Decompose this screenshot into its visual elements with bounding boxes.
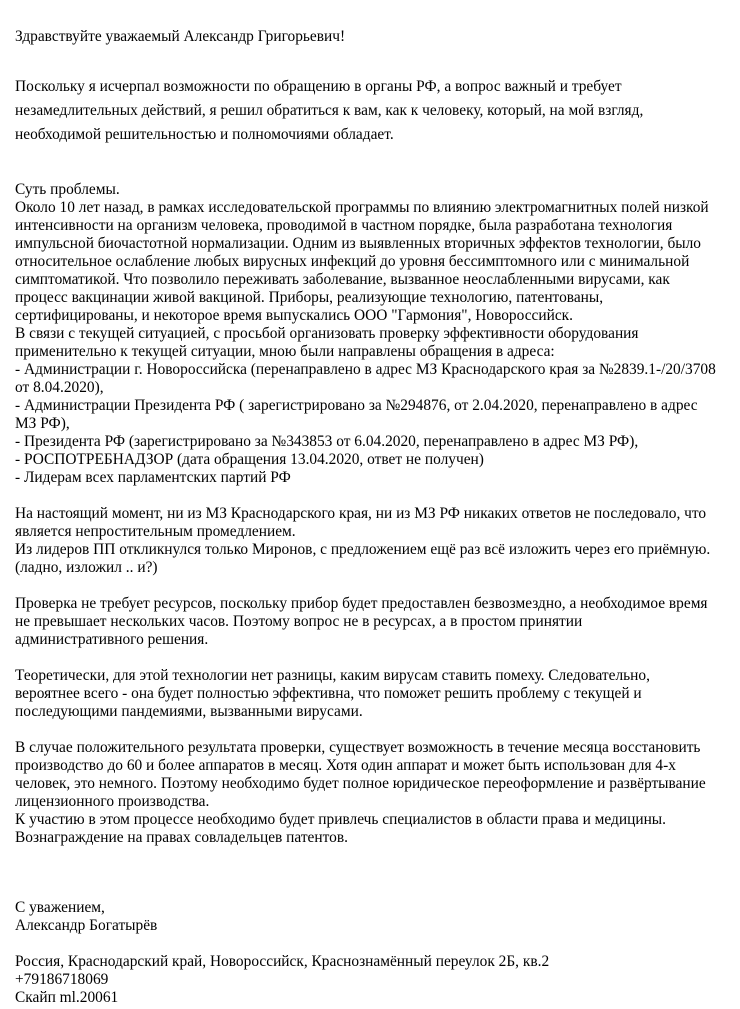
address-list-item: - Лидерам всех парламентских партий РФ <box>15 469 291 486</box>
body-line: является непростительным промедлением. <box>15 523 296 540</box>
intro-line: незамедлительных действий, я решил обратиться к вам, как к человеку, который, на мой взгляд, <box>15 102 644 119</box>
body-line: административного решения. <box>15 631 209 648</box>
body-line: сертифицированы, и некоторое время выпускались ООО "Гармония", Новороссийск. <box>15 307 573 324</box>
address-list-item: - Президента РФ (зарегистрировано за №343853 от 6.04.2020, перенаправлено в адрес МЗ РФ), <box>15 433 639 450</box>
body-line: лицензионного производства. <box>15 793 210 810</box>
body-line: импульсной биочастотной нормализации. Одним из выявленных вторичных эффектов технологии, было <box>15 235 701 252</box>
body-line: Теоретически, для этой технологии нет разницы, каким вирусам ставить помеху. Следовательно, <box>15 667 650 684</box>
skype-id: Скайп ml.20061 <box>15 989 119 1006</box>
body-line: В случае положительного результата проверки, существует возможность в течение месяца восстановить <box>15 739 701 756</box>
body-line: последующими пандемиями, вызванными вирусами. <box>15 703 363 720</box>
body-line: К участию в этом процессе необходимо будет привлечь специалистов в области права и медицины. <box>15 811 666 828</box>
intro-line: необходимой решительностью и полномочиями обладает. <box>15 126 394 143</box>
closing: С уважением, <box>15 899 105 916</box>
body-line: процесс вакцинации живой вакциной. Приборы, реализующие технологию, патентованы, <box>15 289 604 306</box>
body-line: симптоматикой. Что позволило переживать заболевание, вызванное неослабленными вирусами, как <box>15 271 670 288</box>
body-line: Из лидеров ПП откликнулся только Миронов, с предложением ещё раз всё изложить через его приёмную. <box>15 541 711 558</box>
phone-number: +79186718069 <box>15 971 109 988</box>
body-line: вероятнее всего - она будет полностью эффективна, что поможет решить проблему с текущей и <box>15 685 642 702</box>
body-line: интенсивности на организм человека, проводимой в частном порядке, была разработана технология <box>15 217 673 234</box>
address-list-item: МЗ РФ), <box>15 415 70 432</box>
body-line: Вознаграждение на правах совладельцев патентов. <box>15 829 348 846</box>
body-line: человек, это немного. Поэтому необходимо будет полное юридическое переоформление и развёртывание <box>15 775 706 792</box>
intro-line: Поскольку я исчерпал возможности по обращению в органы РФ, а вопрос важный и требует <box>15 78 622 95</box>
address-list-item: - Администрации г. Новороссийска (перенаправлено в адрес МЗ Краснодарского края за №2839.1-/20/3708 <box>15 361 716 378</box>
postal-address: Россия, Краснодарский край, Новороссийск, Краснознамённый переулок 2Б, кв.2 <box>15 953 550 970</box>
body-line: относительное ослабление любых вирусных инфекций до уровня бессимптомного или с минимальной <box>15 253 690 270</box>
body-line: На настоящий момент, ни из МЗ Краснодарского края, ни из МЗ РФ никаких ответов не последовало, что <box>15 505 707 522</box>
body-line: Около 10 лет назад, в рамках исследовательской программы по влиянию электромагнитных полей низкой <box>15 199 709 216</box>
signer-name: Александр Богатырёв <box>15 917 158 934</box>
greeting: Здравствуйте уважаемый Александр Григорьевич! <box>15 28 346 45</box>
address-list-item: - Администрации Президента РФ ( зарегистрировано за №294876, от 2.04.2020, перенаправлено в адрес <box>15 397 698 414</box>
body-line: не превышает нескольких часов. Поэтому вопрос не в ресурсах, а в простом принятии <box>15 613 583 630</box>
body-line: применительно к текущей ситуации, мною были направлены обращения в адреса: <box>15 343 555 360</box>
section-heading: Суть проблемы. <box>15 181 120 198</box>
body-line: В связи с текущей ситуацией, с просьбой организовать проверку эффективности оборудования <box>15 325 639 342</box>
body-line: (ладно, изложил .. и?) <box>15 559 158 576</box>
body-line: Проверка не требует ресурсов, поскольку прибор будет предоставлен безвозмездно, а необходимое время <box>15 595 708 612</box>
address-list-item: от 8.04.2020), <box>15 379 104 396</box>
address-list-item: - РОСПОТРЕБНАДЗОР (дата обращения 13.04.2020, ответ не получен) <box>15 451 484 468</box>
body-line: производство до 60 и более аппаратов в месяц. Хотя один аппарат и может быть использован для 4-х <box>15 757 676 774</box>
